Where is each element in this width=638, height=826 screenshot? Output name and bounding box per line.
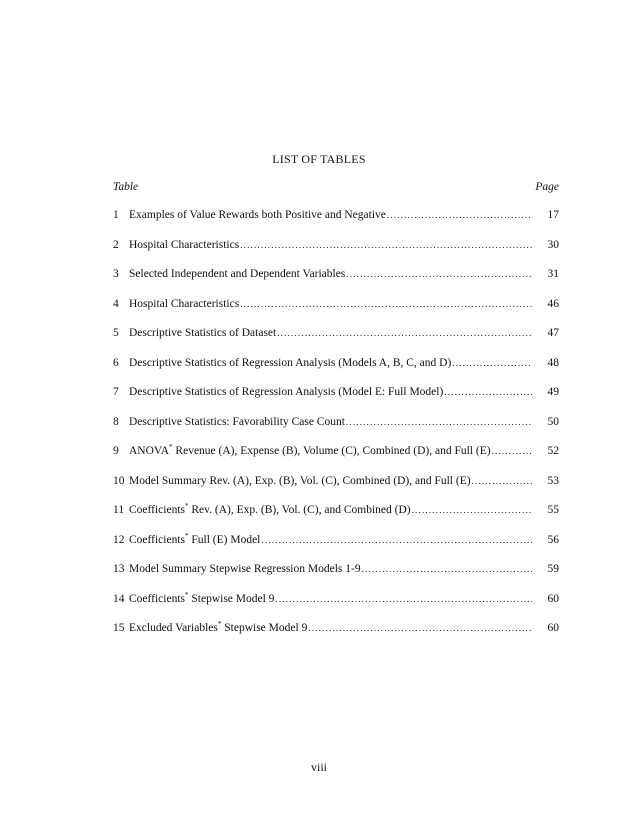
entry-title	[129, 239, 239, 251]
entry-title	[129, 563, 361, 575]
entry-title-text: ANOVA	[129, 445, 170, 457]
entry-title-suffix: Stepwise Model 9	[221, 622, 308, 634]
table-list	[113, 209, 559, 652]
dot-leader	[277, 328, 532, 338]
entry-title	[129, 475, 471, 487]
dot-leader	[492, 446, 532, 456]
entry-number: 7	[113, 386, 119, 398]
entry-title-text: Examples of Value Rewards both Positive and Negative	[129, 209, 386, 221]
dot-leader	[444, 387, 532, 397]
footnote-marker: *	[185, 502, 189, 511]
dot-leader	[261, 535, 532, 545]
dot-leader	[308, 623, 532, 633]
entry-number: 10	[113, 474, 125, 487]
entry-title-text: Excluded Variables	[129, 622, 218, 634]
entry-title-text: Model Summary Stepwise Regression Models 1-9	[129, 563, 361, 575]
footnote-marker: *	[169, 443, 173, 452]
entry-title	[129, 416, 345, 428]
dot-leader	[240, 299, 532, 309]
list-item[interactable]	[113, 239, 559, 269]
entry-page-number: 30	[547, 238, 559, 251]
entry-number: 4	[113, 297, 119, 310]
entry-title-text: Hospital Characteristics	[129, 297, 240, 310]
list-item[interactable]	[113, 416, 559, 446]
entry-title	[129, 622, 307, 634]
page-number: viii	[310, 760, 327, 774]
entry-number: 6	[113, 356, 119, 369]
list-item[interactable]	[113, 445, 559, 475]
entry-page-number: 55	[547, 504, 559, 516]
entry-number: 12	[113, 533, 125, 546]
dot-leader	[346, 417, 532, 427]
entry-number: 9	[113, 445, 119, 457]
entry-page-number: 46	[547, 297, 559, 310]
entry-title	[129, 327, 276, 339]
entry-number: 11	[113, 504, 125, 516]
entry-number: 5	[113, 327, 119, 339]
entry-page-number: 47	[547, 327, 559, 339]
entry-page-number: 52	[547, 445, 559, 457]
dot-leader	[412, 505, 532, 515]
dot-leader	[452, 358, 532, 368]
list-item[interactable]	[113, 268, 559, 298]
dot-leader	[346, 269, 532, 279]
dot-leader	[472, 476, 532, 486]
list-item[interactable]	[113, 563, 559, 593]
entry-page-number: 56	[547, 533, 559, 546]
entry-number: 8	[113, 415, 119, 428]
entry-page-number: 59	[547, 563, 559, 575]
list-item[interactable]	[113, 209, 559, 239]
dot-leader	[387, 210, 532, 220]
entry-title-text: Model Summary Rev. (A), Exp. (B), Vol. (C), Combined (D), and Full (E)	[129, 474, 471, 487]
entry-title-text: Selected Independent and Dependent Variables	[129, 268, 346, 280]
entry-title-suffix: Revenue (A), Expense (B), Volume (C), Combined (D), and Full (E)	[172, 445, 491, 457]
entry-title-suffix: Rev. (A), Exp. (B), Vol. (C), and Combined (D)	[188, 504, 411, 516]
entry-page-number: 53	[547, 474, 559, 487]
list-item[interactable]	[113, 327, 559, 357]
entry-page-number: 31	[547, 268, 559, 280]
dot-leader	[240, 240, 532, 250]
entry-title-suffix: Full (E) Model	[188, 533, 261, 546]
entry-page-number: 17	[547, 209, 559, 221]
list-item[interactable]	[113, 590, 559, 623]
entry-number: 1	[113, 209, 119, 221]
entry-title-text: Coefficients	[129, 533, 185, 546]
entry-title	[129, 445, 491, 457]
entry-title-suffix: Stepwise Model 9	[188, 592, 275, 605]
entry-title-text: Descriptive Statistics of Dataset	[129, 327, 277, 339]
footnote-marker: *	[185, 531, 189, 540]
entry-title-text: Descriptive Statistics of Regression Analysis (Models A, B, C, and D)	[129, 356, 452, 369]
table-column-label: Table	[113, 181, 139, 193]
entry-title	[129, 268, 345, 280]
entry-title	[129, 298, 239, 310]
entry-title	[129, 209, 386, 221]
entry-number: 13	[113, 563, 125, 575]
dot-leader	[362, 564, 532, 574]
entry-page-number: 48	[547, 356, 559, 369]
page-column-label: Page	[535, 181, 559, 193]
entry-page-number: 50	[547, 415, 559, 428]
dot-leader	[275, 594, 532, 604]
entry-title-text: Coefficients	[129, 592, 185, 605]
entry-title-text: Coefficients	[129, 504, 185, 516]
entry-title-text: Hospital Characteristics	[129, 238, 240, 251]
entry-title	[129, 504, 411, 516]
list-item[interactable]	[113, 298, 559, 328]
page-title: LIST OF TABLES	[272, 152, 366, 166]
entry-title	[129, 357, 451, 369]
entry-title-text: Descriptive Statistics of Regression Analysis (Model E: Full Model)	[129, 386, 444, 398]
list-item[interactable]	[113, 622, 559, 652]
entry-title	[129, 531, 261, 546]
entry-number: 3	[113, 268, 119, 280]
footnote-marker: *	[217, 620, 222, 629]
footnote-marker: *	[185, 590, 189, 599]
entry-page-number: 60	[547, 592, 559, 605]
list-item[interactable]	[113, 504, 559, 534]
entry-title-text: Descriptive Statistics: Favorability Case Count	[129, 415, 345, 428]
list-item[interactable]	[113, 475, 559, 505]
entry-title	[129, 590, 275, 605]
entry-page-number: 49	[547, 386, 559, 398]
list-item[interactable]	[113, 357, 559, 387]
list-item[interactable]	[113, 386, 559, 416]
entry-title	[129, 386, 443, 398]
entry-number: 15	[113, 622, 125, 634]
entry-number: 14	[113, 592, 125, 605]
list-item[interactable]	[113, 531, 559, 564]
entry-page-number: 60	[547, 622, 559, 634]
entry-number: 2	[113, 238, 119, 251]
